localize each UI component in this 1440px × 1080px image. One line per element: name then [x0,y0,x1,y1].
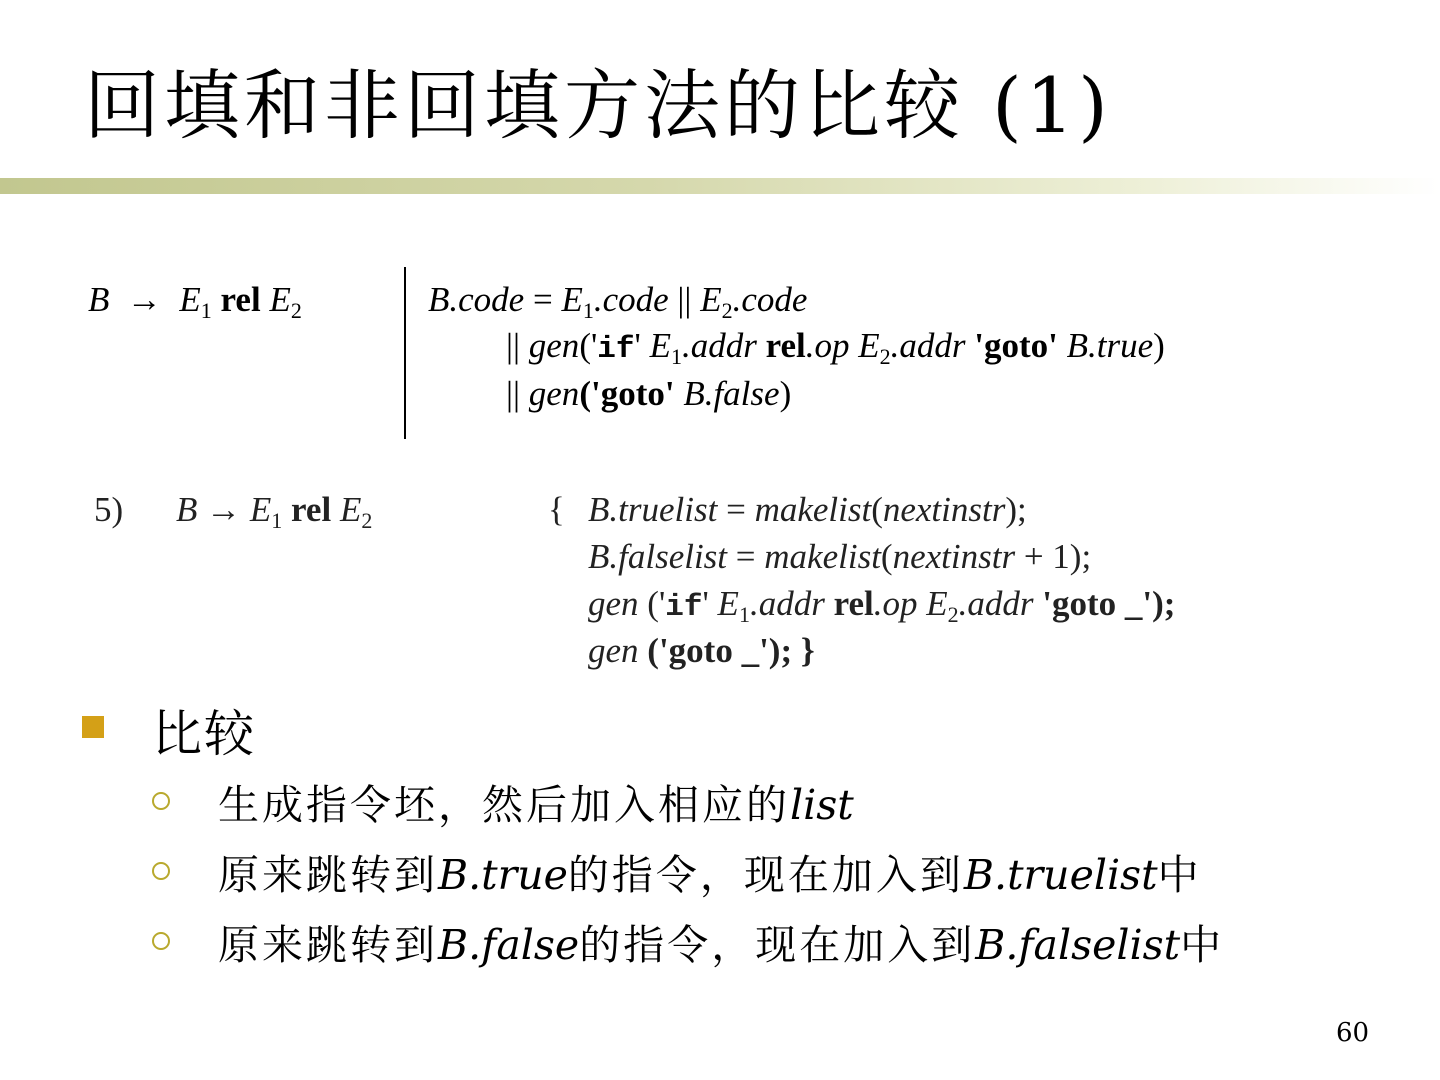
slide-title: 回填和非回填方法的比较 (1) [84,61,1112,150]
page-number: 60 [1336,1018,1370,1048]
r2l1-c: makelist [754,490,872,529]
sub3-a: 原来跳转到 [218,921,438,969]
r1l3-a: || [506,374,529,413]
circle-bullet-icon [152,862,170,880]
rule2-rel: rel [291,490,332,529]
rule1-divider [404,267,406,439]
title-underline-bar [0,178,1440,194]
r2l3-d: ' [702,584,718,623]
rule2-action-line4 [588,633,815,668]
sub3-d: B.falselist [975,921,1181,969]
r2l3-i-sub: 2 [947,602,959,627]
rule1-e2-sub: 2 [290,298,302,323]
r1l2-j-sub: 2 [879,344,891,369]
bullet-sub-3 [218,912,1224,971]
sub1-text: 生成指令坯，然后加入相应的 [218,781,790,829]
r2l2-f: + 1); [1015,537,1092,576]
r2l3-b: (' [638,584,666,623]
sub3-b: B.false [438,921,580,969]
r1l2-i: .op [805,326,859,365]
rule1-lhs: B [88,280,110,319]
r2l3-j: .addr [958,584,1043,623]
sub2-d: B.truelist [963,851,1158,899]
r1l1-a: B.code [428,280,525,319]
r2l4-a: gen [588,631,639,670]
r1l1-c-sub: 1 [582,298,594,323]
r2l3-h: .op [873,584,927,623]
bullet-sub-2 [218,842,1202,901]
r2l1-e: nextinstr [882,490,1006,529]
r1l2-a: || [506,326,529,365]
r1l2-g: .addr [681,326,766,365]
r2l3-c: if [665,590,703,625]
rule1-e2: E [269,280,291,319]
rule1-rel: rel [220,280,261,319]
rule2-action-line3 [588,584,1176,627]
r1l2-b: gen [528,326,580,365]
square-bullet-icon [82,716,104,738]
rule2-action-line1 [588,492,1027,527]
r1l1-d: .code [593,280,669,319]
r2l2-e: nextinstr [892,537,1016,576]
rule2-e2-sub: 2 [361,508,373,533]
r2l2-d: ( [880,537,893,576]
r2l2-a: B.falselist [588,537,728,576]
r1l1-b: = [524,280,562,319]
r2l4-b: ('goto _'); } [638,631,815,670]
r2l3-f: .addr [749,584,834,623]
rule1-action-line1 [428,280,808,323]
r1l2-h: rel [765,326,806,365]
r2l3-a: gen [588,584,639,623]
rule2-action-line2 [588,539,1091,574]
r1l3-b: gen [528,374,580,413]
rule2-lhs: B [176,490,198,529]
r1l2-n: ) [1153,326,1165,365]
rule1-production [88,280,302,323]
r1l2-j: E [858,326,880,365]
rule2-e1: E [249,490,272,529]
r2l2-b: = [727,537,765,576]
r1l2-k: .addr [890,326,975,365]
r1l2-l: 'goto' [974,326,1067,365]
rule1-e1: E [179,280,201,319]
bullet-sub-1 [218,772,854,831]
r1l2-f: E [649,326,671,365]
rule1-action-line3 [506,376,791,411]
r1l2-e: ' [634,326,650,365]
r1l2-c: (' [579,326,598,365]
r2l1-f: ); [1005,490,1027,529]
r2l3-e-sub: 1 [738,602,750,627]
r2l2-c: makelist [764,537,881,576]
r2l3-e: E [717,584,739,623]
sub2-e: 中 [1157,851,1202,899]
rule2-e1-sub: 1 [271,508,283,533]
r2l3-i: E [926,584,948,623]
rule1-e1-sub: 1 [200,298,212,323]
r2l1-d: ( [871,490,883,529]
rule2-number: 5) [94,490,124,529]
circle-bullet-icon [152,932,170,950]
r1l1-f-sub: 2 [721,298,733,323]
r2l1-a: B.truelist [588,490,718,529]
r1l2-f-sub: 1 [670,344,682,369]
r2l1-b: = [717,490,755,529]
rule1-arrow: → [126,280,162,319]
circle-bullet-icon [152,792,170,810]
r1l1-f: E [700,280,722,319]
r2l3-g: rel [833,584,874,623]
sub3-e: 中 [1180,921,1225,969]
rule2-arrow: → [206,490,242,529]
r1l1-e: || [668,280,701,319]
sub2-b: B.true [438,851,568,899]
r1l3-d: B.false [683,374,780,413]
r1l1-g: .code [732,280,808,319]
r1l1-c: E [561,280,583,319]
r2l3-k: 'goto _'); [1042,584,1176,623]
r1l3-c: ('goto' [579,374,684,413]
r1l2-m: B.true [1066,326,1154,365]
rule2-production [176,490,373,533]
sub1-em: list [790,781,854,829]
r1l3-e: ) [779,374,792,413]
r1l2-d: if [597,332,635,367]
sub2-c: 的指令，现在加入到 [567,851,964,899]
rule1-action-line2 [506,326,1165,369]
rule2-e2: E [339,490,362,529]
rule2-brace: { [548,490,565,529]
sub2-a: 原来跳转到 [218,851,438,899]
bullet-main: 比较 [152,705,256,763]
sub3-c: 的指令，现在加入到 [579,921,976,969]
